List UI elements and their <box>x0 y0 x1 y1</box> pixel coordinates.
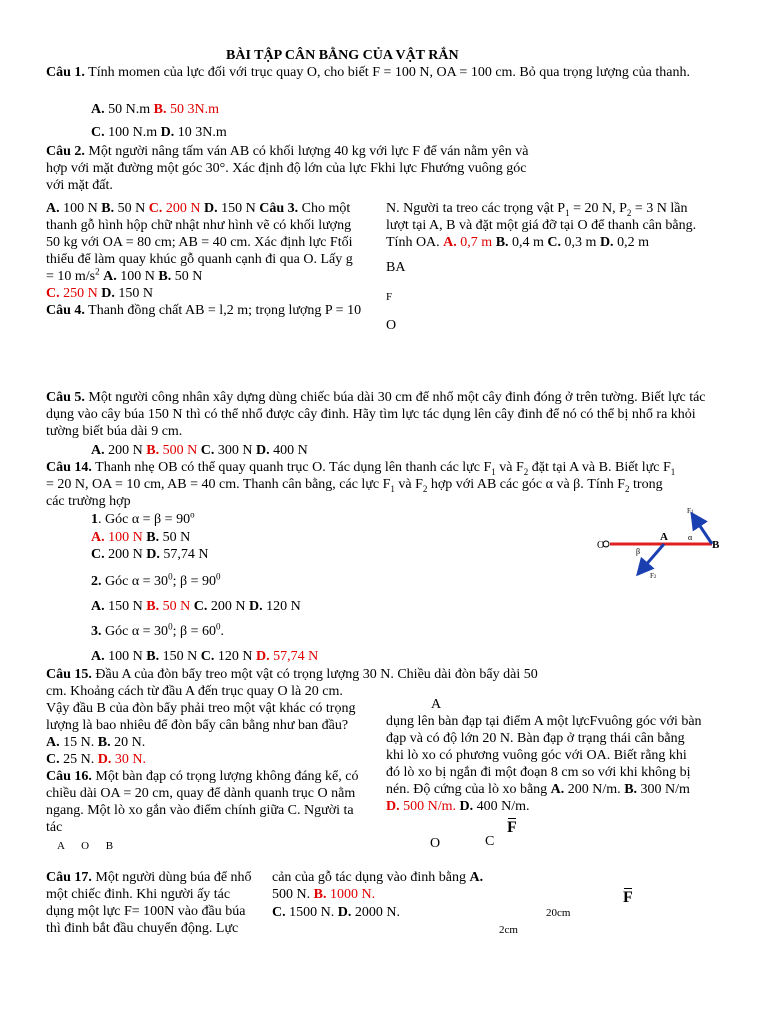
question-3: A. 100 N B. 50 N C. 200 N D. 150 N Câu 3. Cho một thanh gỗ hình hộp chữ nhật như hình vẽ có khối lượng 50 kg với OA = 80 cm; AB = 40 cm. Xác định lực Ftối thiểu để làm quay khúc gỗ quanh cạnh đi qua O. Lấy g = 10 $m/s^2$ A. 100 N B. 50 N C. 250 N D. 150 N Câu 4. Thanh đồng chất AB = l,2 m; trọng lượng P = 10 <box>46 201 362 318</box>
figure-label-ba: BA <box>386 260 406 275</box>
q16-figure-label-o: O <box>430 836 441 851</box>
correct-answer: 100 N <box>108 530 143 545</box>
q16-figure-labels: A O B <box>57 840 114 852</box>
question-label: Câu 1. <box>46 65 85 80</box>
figure-label-b: B <box>712 539 720 551</box>
correct-answer: 50 3N.m <box>169 102 219 117</box>
figure-label-f: F <box>386 291 393 303</box>
figure-label-beta: β <box>636 547 641 556</box>
force-f1-arrow <box>692 514 712 544</box>
question-label: Câu 2. <box>46 144 85 159</box>
page-title: BÀI TẬP CÂN BẰNG CỦA VẬT RẮN <box>226 48 459 63</box>
correct-answer: 200 N <box>165 201 201 216</box>
question-15: Câu 15. Đầu A của đòn bẩy treo một vật có trọng lượng 30 N. Chiều dài đòn bẩy dài 50 cm. Khoảng cách từ đầu A đến trục quay O là 20 cm. Vậy đầu B của đòn bẩy phải treo một vật khác có trọng lượng là bao nhiêu để đòn bẩy cân bằng như ban đầu? A. 15 N. B. 20 N. C. 25 N. D. 30 N. Câu 16. Một bàn đạp có trọng lượng không đáng kể, có chiều dài OA = 20 cm, quay để dành quanh trục O nằm ngang. Một lò xo gắn vào điểm chính giữa C. Người ta tác <box>46 667 538 835</box>
question-text: Tính momen của lực đối với trục quay O, cho biết F = 100 N, OA = 100 cm. Bỏ qua trọng lượng của thanh. <box>88 65 690 80</box>
q14-lever-figure <box>596 502 736 582</box>
q17-figure-label-f: F <box>623 889 633 906</box>
question-4-continued: N. Người ta treo các trọng vật $P_1 = 20$ N, $P_2 = 3$ N lần lượt tại A, B và đặt một giá đỡ tại O để thanh cân bằng. Tính OA. A. 0,7 m B. 0,4 m C. 0,3 m D. 0,2 m <box>386 201 697 250</box>
figure-label-o: O <box>597 540 605 551</box>
q1-options-cd: C. 100 N.m D. 10 3N.m <box>91 125 227 140</box>
correct-answer: 250 N <box>63 286 98 301</box>
question-label: Câu 16. <box>46 769 92 784</box>
question-label: Câu 17. <box>46 870 92 885</box>
figure-label-o: O <box>386 318 397 333</box>
q16-figure-label-a: A <box>431 697 442 712</box>
q5-options: A. 200 N B. 500 N C. 300 N D. 400 N <box>91 443 308 458</box>
question-5: Câu 5. Một người công nhân xây dựng dùng chiếc búa dài 30 cm để nhổ một cây đinh đóng ở trên tường. Biết lực tác dụng vào cây búa 150 N thì có thể nhổ được cây đinh. Hãy tìm lực tác dụng lên cây đinh để nó có thể bị nhổ ra khỏi tường biết búa dài 9 cm. <box>46 390 706 439</box>
correct-answer: 57,74 N <box>273 649 319 664</box>
q16-figure-label-f: F <box>507 819 517 836</box>
question-14: Câu 14. Thanh nhẹ OB có thể quay quanh trục O. Tác dụng lên thanh các lực $F_1$ và $F_2$ đặt tại A và B. Biết lực $F_1$ = 20 N, OA = 10 cm, AB = 40 cm. Thanh cân bằng, các lực $F_1$ và $F_2$ hợp với AB các góc α và β. Tính $F_2$ trong các trường hợp <box>46 460 676 509</box>
q1-options-ab: A. 50 N.m B. 50 3N.m <box>91 102 219 117</box>
question-17: Câu 17. Một người dùng búa để nhổ một chiếc đinh. Khi người ấy tác dụng một lực F= 100N vào đầu búa thì đinh bắt đầu chuyển động. Lực <box>46 870 252 936</box>
q14-part-2-options: A. 150 N B. 50 N C. 200 N D. 120 N <box>91 599 301 614</box>
q14-part-2: 2. Góc $\alpha = 30^0$; $\beta = 90^0$ <box>91 571 221 589</box>
vector-arrow-icon <box>624 888 632 889</box>
question-label: Câu 5. <box>46 390 85 405</box>
correct-answer: 500 N/m. <box>403 799 457 814</box>
q17-figure-dimension-20cm: 20cm <box>546 907 571 919</box>
correct-answer: 500 N <box>162 443 198 458</box>
question-label: Câu 4. <box>46 303 85 318</box>
correct-answer: 30 N. <box>114 752 146 767</box>
correct-answer: 0,7 m <box>460 235 493 250</box>
vector-arrow-icon <box>508 818 516 819</box>
figure-label-a: A <box>660 531 668 543</box>
question-label: Câu 14. <box>46 460 92 475</box>
figure-label-f2: F2 <box>650 572 657 580</box>
question-1 <box>46 64 726 81</box>
q14-part-3-options: A. 100 N B. 150 N C. 120 N D. 57,74 N <box>91 649 319 664</box>
question-label: Câu 15. <box>46 667 92 682</box>
q14-part-1: 1. Góc $\alpha = \beta = 90^o$ A. 100 N B. 50 N C. 200 N D. 57,74 N <box>91 509 209 562</box>
figure-label-f1: F1 <box>687 507 694 515</box>
question-16-continued: dụng lên bàn đạp tại điểm A một lựcFvuông góc với bàn đạp và có độ lớn 20 N. Bàn đạp ở trạng thái cân bằng khi lò xo có phương vuông góc với OA. Biết rằng khi đó lò xo bị ngắn đi một đoạn 8 cm so với khi không bị nén. Độ cứng của lò xo bằng A. 200 N/m. B. 300 N/m D. 500 N/m. D. 400 N/m. <box>386 714 702 814</box>
force-f2-arrow <box>638 544 664 574</box>
correct-answer: 1000 N. <box>329 887 376 902</box>
correct-answer: 50 N <box>162 599 191 614</box>
question-17-continued: cản của gỗ tác dụng vào đinh bằng A. 500 N. B. 1000 N. C. 1500 N. D. 2000 N. <box>272 870 484 920</box>
figure-label-alpha: α <box>688 533 693 542</box>
question-label: Câu 3. <box>259 201 299 216</box>
q17-figure-dimension-2cm: 2cm <box>499 924 518 936</box>
question-2: Câu 2. Một người nâng tấm ván AB có khối lượng 40 kg với lực F để ván nằm yên và hợp với mặt đường một góc 30°. Xác định độ lớn của lực Fkhi lực Fhướng vuông góc với mặt đất. <box>46 144 529 193</box>
q16-figure-label-c: C <box>485 834 495 849</box>
q14-part-3: 3. Góc $\alpha = 30^0$; $\beta = 60^0$. <box>91 621 224 639</box>
